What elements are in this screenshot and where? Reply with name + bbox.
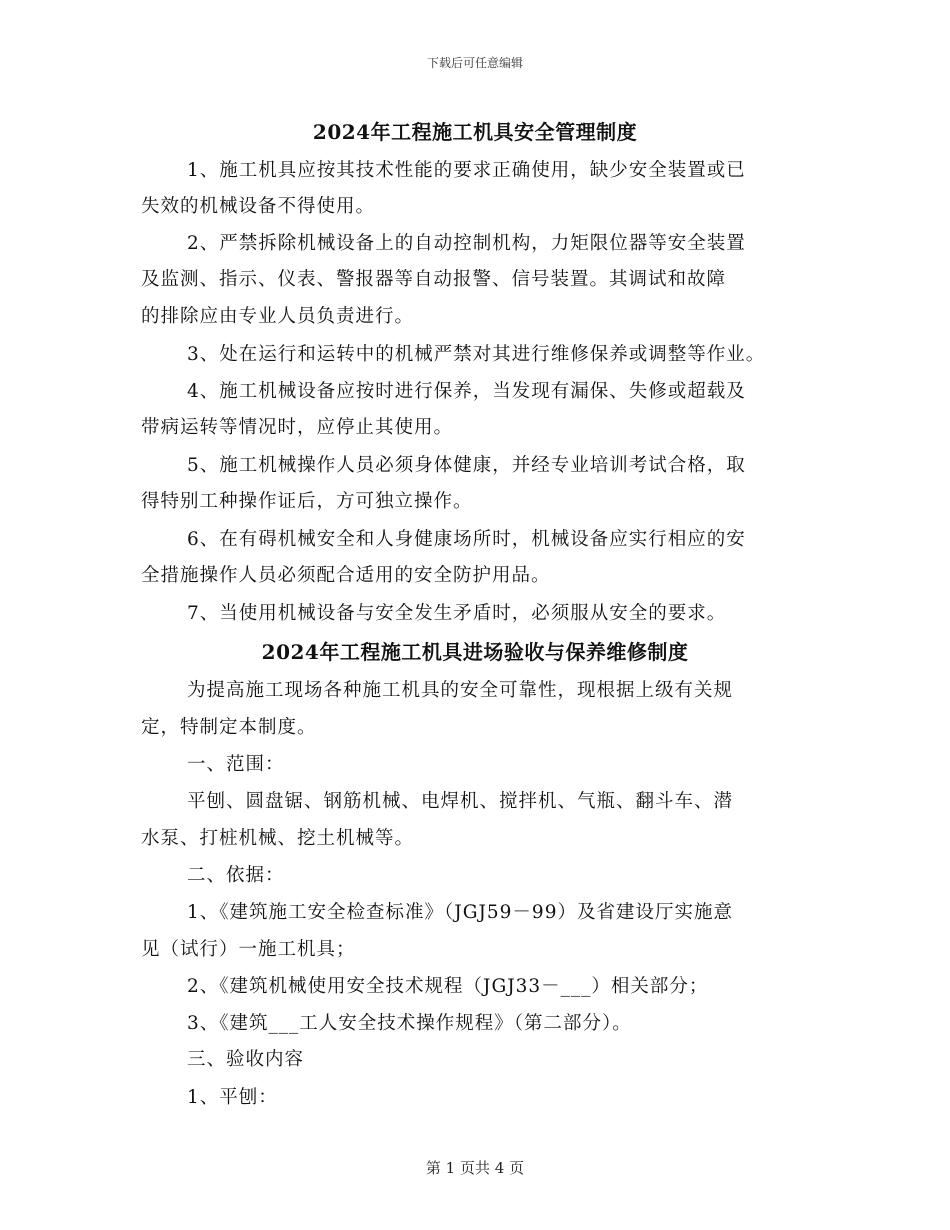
- page-header: 下载后可任意编辑: [426, 56, 523, 70]
- paragraph-line: 水泵、打桩机械、挖土机械等。: [141, 828, 415, 849]
- paragraph-line: 二、依据：: [187, 865, 285, 886]
- paragraph-line: 3、处在运行和运转中的机械严禁对其进行维修保养或调整等作业。: [187, 344, 766, 365]
- paragraph-line: 为提高施工现场各种施工机具的安全可靠性，现根据上级有关规: [187, 680, 734, 701]
- paragraph-line: 得特别工种操作证后，方可独立操作。: [141, 491, 473, 512]
- paragraph-line: 定，特制定本制度。: [141, 717, 317, 738]
- paragraph-line: 3、《建筑___工人安全技术操作规程》（第二部分）。: [187, 1013, 632, 1034]
- page-footer: 第 1 页共 4 页: [425, 1159, 525, 1177]
- paragraph-line: 及监测、指示、仪表、警报器等自动报警、信号装置。其调试和故障: [141, 269, 727, 290]
- paragraph-line: 带病运转等情况时，应停止其使用。: [141, 417, 454, 438]
- paragraph-line: 三、验收内容: [187, 1049, 305, 1070]
- section1-title: 2024年工程施工机具安全管理制度: [312, 120, 638, 144]
- paragraph-line: 1、平刨：: [187, 1087, 278, 1108]
- paragraph-line: 见（试行）一施工机具；: [141, 939, 356, 960]
- paragraph-line: 1、《建筑施工安全检查标准》（JGJ59－99）及省建设厅实施意: [187, 902, 733, 923]
- section2-title: 2024年工程施工机具进场验收与保养维修制度: [261, 640, 689, 664]
- paragraph-line: 1、施工机具应按其技术性能的要求正确使用，缺少安全装置或已: [187, 160, 746, 181]
- paragraph-line: 6、在有碍机械安全和人身健康场所时，机械设备应实行相应的安: [187, 529, 746, 550]
- paragraph-line: 4、施工机械设备应按时进行保养，当发现有漏保、失修或超载及: [187, 381, 746, 402]
- paragraph-line: 一、范围：: [187, 754, 285, 775]
- paragraph-line: 7、当使用机械设备与安全发生矛盾时，必须服从安全的要求。: [187, 603, 727, 624]
- paragraph-line: 2、严禁拆除机械设备上的自动控制机构，力矩限位器等安全装置: [187, 233, 746, 254]
- paragraph-line: 全措施操作人员必须配合适用的安全防护用品。: [141, 565, 551, 586]
- paragraph-line: 失效的机械设备不得使用。: [141, 196, 376, 217]
- paragraph-line: 2、《建筑机械使用安全技术规程（JGJ33－___）相关部分；: [187, 976, 709, 997]
- paragraph-line: 的排除应由专业人员负责进行。: [141, 306, 415, 327]
- paragraph-line: 5、施工机械操作人员必须身体健康，并经专业培训考试合格，取: [187, 455, 746, 476]
- paragraph-line: 平刨、圆盘锯、钢筋机械、电焊机、搅拌机、气瓶、翻斗车、潜: [187, 791, 734, 812]
